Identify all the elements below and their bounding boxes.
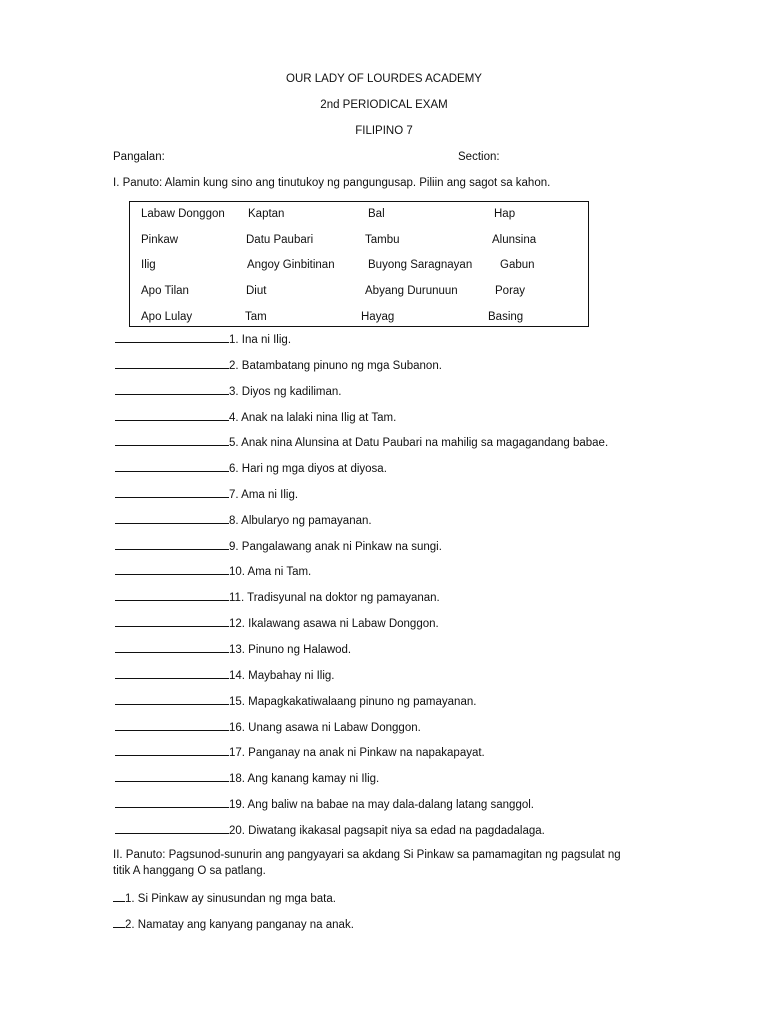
sequence-blank[interactable]	[113, 891, 125, 902]
word-bank-item: Apo Tilan	[141, 285, 189, 297]
question-item: 10. Ama ni Tam.	[115, 564, 311, 578]
answer-blank[interactable]	[115, 720, 229, 731]
answer-blank[interactable]	[115, 590, 229, 601]
question-item: 15. Mapagkakatiwalaang pinuno ng pamayanan.	[115, 694, 476, 708]
question-item: 9. Pangalawang anak ni Pinkaw na sungi.	[115, 539, 442, 553]
sequence-item: 2. Namatay ang kanyang panganay na anak.	[113, 917, 354, 931]
word-bank-item: Abyang Durunuun	[365, 285, 458, 297]
question-item: 19. Ang baliw na babae na may dala-dalang latang sanggol.	[115, 797, 534, 811]
subject-title: FILIPINO 7	[355, 125, 413, 137]
sequence-blank[interactable]	[113, 917, 125, 928]
question-item: 14. Maybahay ni Ilig.	[115, 668, 334, 682]
sequence-item: 1. Si Pinkaw ay sinusundan ng mga bata.	[113, 891, 336, 905]
section-label: Section:	[458, 151, 500, 163]
answer-blank[interactable]	[115, 745, 229, 756]
question-item: 16. Unang asawa ni Labaw Donggon.	[115, 720, 421, 734]
question-item: 11. Tradisyunal na doktor ng pamayanan.	[115, 590, 440, 604]
word-bank-item: Pinkaw	[141, 234, 179, 246]
word-bank-item: Hayag	[361, 311, 395, 323]
answer-blank[interactable]	[115, 823, 229, 834]
name-label: Pangalan:	[113, 151, 165, 163]
question-item: 7. Ama ni Ilig.	[115, 487, 298, 501]
question-item: 1. Ina ni Ilig.	[115, 332, 291, 346]
word-bank-item: Hap	[494, 208, 516, 220]
word-bank-item: Basing	[488, 311, 524, 323]
word-bank-item: Alunsina	[492, 234, 537, 246]
word-bank-item: Apo Lulay	[141, 311, 193, 323]
word-bank-item: Poray	[495, 285, 526, 297]
answer-blank[interactable]	[115, 642, 229, 653]
word-bank-item: Tam	[245, 311, 267, 323]
answer-blank[interactable]	[115, 384, 229, 395]
answer-blank[interactable]	[115, 487, 229, 498]
question-item: 3. Diyos ng kadiliman.	[115, 384, 342, 398]
question-item: 20. Diwatang ikakasal pagsapit niya sa edad na pagdadalaga.	[115, 823, 545, 837]
answer-blank[interactable]	[115, 332, 229, 343]
answer-blank[interactable]	[115, 797, 229, 808]
word-bank-item: Datu Paubari	[246, 234, 314, 246]
word-bank-item: Diut	[246, 285, 267, 297]
answer-blank[interactable]	[115, 771, 229, 782]
word-bank-item: Bal	[368, 208, 385, 220]
question-item: 6. Hari ng mga diyos at diyosa.	[115, 461, 387, 475]
word-bank-box	[129, 201, 589, 327]
question-item: 5. Anak nina Alunsina at Datu Paubari na mahilig sa magagandang babae.	[115, 435, 608, 449]
question-item: 4. Anak na lalaki nina Ilig at Tam.	[115, 410, 396, 424]
word-bank-item: Tambu	[365, 234, 400, 246]
answer-blank[interactable]	[115, 616, 229, 627]
question-item: 18. Ang kanang kamay ni Ilig.	[115, 771, 379, 785]
answer-blank[interactable]	[115, 410, 229, 421]
school-name: OUR LADY OF LOURDES ACADEMY	[286, 73, 482, 85]
answer-blank[interactable]	[115, 513, 229, 524]
question-item: 12. Ikalawang asawa ni Labaw Donggon.	[115, 616, 439, 630]
answer-blank[interactable]	[115, 564, 229, 575]
exam-title: 2nd PERIODICAL EXAM	[320, 99, 448, 111]
answer-blank[interactable]	[115, 668, 229, 679]
answer-blank[interactable]	[115, 358, 229, 369]
part2-instruction-line2: titik A hanggang O sa patlang.	[113, 865, 266, 877]
question-item: 8. Albularyo ng pamayanan.	[115, 513, 372, 527]
word-bank-item: Buyong Saragnayan	[368, 259, 473, 271]
answer-blank[interactable]	[115, 461, 229, 472]
answer-blank[interactable]	[115, 694, 229, 705]
part2-instruction-line1: II. Panuto: Pagsunod-sunurin ang pangyayari sa akdang Si Pinkaw sa pamamagitan ng pagsulat ng	[113, 849, 621, 861]
word-bank-item: Kaptan	[248, 208, 285, 220]
question-item: 17. Panganay na anak ni Pinkaw na napakapayat.	[115, 745, 485, 759]
answer-blank[interactable]	[115, 435, 229, 446]
answer-blank[interactable]	[115, 539, 229, 550]
word-bank-item: Angoy Ginbitinan	[247, 259, 335, 271]
word-bank-item: Labaw Donggon	[141, 208, 225, 220]
question-item: 13. Pinuno ng Halawod.	[115, 642, 351, 656]
part1-instruction: I. Panuto: Alamin kung sino ang tinutukoy ng pangungusap. Piliin ang sagot sa kahon.	[113, 177, 551, 189]
word-bank-item: Ilig	[141, 259, 156, 271]
question-item: 2. Batambatang pinuno ng mga Subanon.	[115, 358, 442, 372]
word-bank-item: Gabun	[500, 259, 535, 271]
